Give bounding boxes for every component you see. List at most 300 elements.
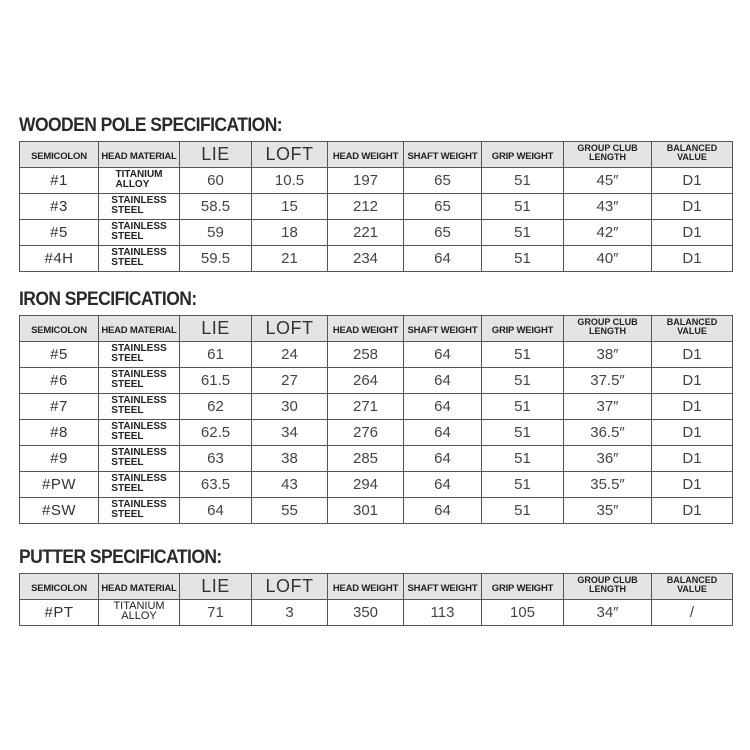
header-length-text [577,318,637,336]
cell-lie-value: 61 [207,345,224,363]
cell-length-value: 36″ [596,449,619,467]
material-line2: STEEL [111,508,144,520]
material-text [111,396,166,416]
material-text [111,248,166,268]
cell-shaft-weight [404,498,482,524]
cell-shaft-weight [404,368,482,394]
cell-grip-weight [482,342,564,368]
cell-lie [180,446,252,472]
header-balance-text [667,576,718,594]
cell-lie-value: 62.5 [200,423,231,441]
cell-lie [180,220,252,246]
cell-length [564,446,652,472]
club-number: #8 [50,423,68,441]
cell-shaft-weight-value: 65 [434,197,451,215]
cell-length-value: 36.5″ [590,423,625,441]
cell-loft-value: 43 [281,475,298,493]
cell-grip-weight [482,368,564,394]
cell-balance [652,394,733,420]
cell-loft-value: 38 [281,449,298,467]
header-head-weight [328,316,404,342]
cell-length-value: 40″ [596,249,619,267]
material-line2: STEEL [111,352,144,364]
cell-shaft-weight [404,168,482,194]
table-row [20,368,733,394]
material-text [115,170,162,190]
cell-head-weight [328,168,404,194]
header-lie-text: LIE [201,576,230,596]
header-shaft-weight [404,574,482,600]
material-text [111,344,166,364]
cell-loft [252,194,328,220]
table-row [20,220,733,246]
cell-loft-value: 55 [281,501,298,519]
header-loft [252,316,328,342]
cell-club [20,446,99,472]
section-title: IRON SPECIFICATION: [19,289,197,310]
header-shaft-weight-text: SHAFT WEIGHT [407,324,478,336]
cell-length [564,368,652,394]
header-balance-line2: VALUE [677,326,707,336]
cell-grip-weight [482,446,564,472]
cell-lie [180,600,252,626]
material-line1: STAINLESS [111,246,167,258]
cell-length [564,168,652,194]
header-balance-line1: BALANCED [666,317,718,327]
cell-head-weight-value: 301 [352,501,379,519]
header-balance-line2: VALUE [677,152,707,162]
cell-lie-value: 63 [207,449,224,467]
cell-grip-weight-value: 51 [514,171,531,189]
header-length-line2: LENGTH [589,152,626,162]
header-length-line2: LENGTH [589,584,626,594]
header-head-weight-text: HEAD WEIGHT [332,582,399,594]
iron-section [19,288,732,524]
cell-lie [180,368,252,394]
cell-balance [652,368,733,394]
cell-head-weight [328,246,404,272]
cell-lie [180,420,252,446]
cell-balance [652,420,733,446]
cell-shaft-weight-value: 65 [434,223,451,241]
cell-material [99,246,180,272]
cell-head-weight-value: 212 [352,197,379,215]
cell-length-value: 35″ [596,501,619,519]
header-club-text: SEMICOLON [31,582,87,594]
material-line2: STEEL [111,230,144,242]
cell-length-value: 38″ [596,345,619,363]
material-line1: STAINLESS [111,194,167,206]
cell-head-weight [328,368,404,394]
cell-loft-value: 27 [281,371,298,389]
cell-length [564,220,652,246]
header-lie [180,316,252,342]
cell-material [99,394,180,420]
cell-lie-value: 58.5 [200,197,231,215]
header-material [99,142,180,168]
cell-club [20,368,99,394]
material-line1: STAINLESS [111,342,167,354]
club-number: #3 [50,197,68,215]
club-number: #PW [41,475,76,493]
header-balance-line1: BALANCED [666,143,718,153]
cell-loft-value: 34 [281,423,298,441]
cell-head-weight-value: 264 [352,371,379,389]
cell-length-value: 34″ [596,603,619,621]
header-club-text: SEMICOLON [31,324,87,336]
cell-grip-weight-value: 51 [514,371,531,389]
cell-shaft-weight-value: 64 [434,449,451,467]
header-material-text: HEAD MATERIAL [101,150,177,162]
header-length-line1: GROUP CLUB [577,143,638,153]
cell-material [99,498,180,524]
header-shaft-weight-text: SHAFT WEIGHT [407,582,478,594]
cell-balance-value: D1 [682,171,702,189]
header-balance-line2: VALUE [677,584,707,594]
cell-club [20,600,99,626]
header-grip-weight [482,574,564,600]
club-number: #PT [44,603,74,621]
cell-balance-value: D1 [682,223,702,241]
header-length [564,316,652,342]
cell-length [564,600,652,626]
cell-shaft-weight-value: 65 [434,171,451,189]
cell-grip-weight [482,600,564,626]
cell-balance-value: D1 [682,249,702,267]
cell-lie-value: 59 [207,223,224,241]
material-line1: STAINLESS [111,420,167,432]
cell-lie-value: 64 [207,501,224,519]
header-material-text: HEAD MATERIAL [101,324,177,336]
header-grip-weight [482,316,564,342]
cell-balance [652,600,733,626]
cell-head-weight-value: 294 [352,475,379,493]
cell-head-weight [328,472,404,498]
material-line1: TITANIUM [113,600,165,612]
cell-material [99,446,180,472]
cell-head-weight-value: 350 [352,603,379,621]
material-line1: TITANIUM [115,168,163,180]
header-head-weight [328,142,404,168]
cell-shaft-weight [404,420,482,446]
header-lie [180,574,252,600]
material-text [111,448,166,468]
material-line1: STAINLESS [111,394,167,406]
cell-loft-value: 18 [281,223,298,241]
header-lie-text: LIE [201,318,230,338]
spec-table [19,315,733,524]
cell-shaft-weight-value: 64 [434,371,451,389]
header-lie [180,142,252,168]
header-club [20,574,99,600]
cell-head-weight-value: 221 [352,223,379,241]
cell-head-weight-value: 271 [352,397,379,415]
cell-grip-weight-value: 51 [514,449,531,467]
cell-lie [180,394,252,420]
cell-grip-weight [482,498,564,524]
table-row [20,194,733,220]
table-row [20,446,733,472]
cell-lie-value: 61.5 [200,371,231,389]
cell-grip-weight [482,220,564,246]
header-row [20,574,733,600]
cell-balance-value: D1 [682,345,702,363]
header-grip-weight-text: GRIP WEIGHT [491,150,554,162]
cell-grip-weight-value: 51 [514,501,531,519]
cell-lie-value: 71 [207,603,224,621]
cell-balance-value: D1 [682,397,702,415]
cell-head-weight [328,600,404,626]
cell-loft [252,342,328,368]
cell-loft [252,168,328,194]
cell-grip-weight [482,420,564,446]
cell-lie [180,342,252,368]
header-loft-text: LOFT [265,144,314,164]
header-grip-weight-text: GRIP WEIGHT [491,582,554,594]
cell-club [20,194,99,220]
section-title: WOODEN POLE SPECIFICATION: [19,115,283,136]
cell-shaft-weight-value: 113 [430,603,455,621]
material-line2: ALLOY [121,610,157,622]
header-shaft-weight [404,316,482,342]
table-row [20,420,733,446]
cell-shaft-weight-value: 64 [434,249,451,267]
cell-club [20,168,99,194]
club-number: #7 [50,397,68,415]
header-material-text: HEAD MATERIAL [101,582,177,594]
cell-balance-value: D1 [682,197,702,215]
header-head-weight-text: HEAD WEIGHT [332,324,399,336]
material-text [113,601,164,621]
cell-length-value: 35.5″ [590,475,625,493]
cell-loft [252,600,328,626]
cell-club [20,498,99,524]
cell-balance [652,446,733,472]
header-grip-weight [482,142,564,168]
cell-length [564,194,652,220]
header-balance [652,316,733,342]
header-shaft-weight [404,142,482,168]
cell-length [564,246,652,272]
cell-length-value: 37.5″ [590,371,625,389]
table-row [20,600,733,626]
cell-loft-value: 3 [285,603,294,621]
cell-head-weight [328,194,404,220]
cell-material [99,368,180,394]
cell-lie [180,498,252,524]
cell-head-weight [328,394,404,420]
cell-head-weight [328,498,404,524]
cell-lie-value: 59.5 [200,249,231,267]
cell-shaft-weight [404,394,482,420]
cell-loft-value: 30 [281,397,298,415]
wood-section [19,114,732,272]
material-text [111,370,166,390]
table-row [20,342,733,368]
cell-lie [180,194,252,220]
material-text [111,222,166,242]
cell-grip-weight [482,194,564,220]
material-line2: STEEL [111,204,144,216]
material-text [111,422,166,442]
cell-length-value: 37″ [596,397,619,415]
cell-balance-value: / [689,603,695,621]
cell-grip-weight-value: 51 [514,423,531,441]
cell-head-weight [328,220,404,246]
spec-table [19,573,733,626]
header-balance [652,574,733,600]
cell-shaft-weight [404,246,482,272]
cell-head-weight-value: 258 [352,345,379,363]
header-length-text [577,576,637,594]
cell-loft [252,420,328,446]
cell-head-weight-value: 197 [352,171,379,189]
header-head-weight [328,574,404,600]
cell-club [20,342,99,368]
cell-balance [652,246,733,272]
cell-shaft-weight-value: 64 [434,423,451,441]
cell-shaft-weight [404,472,482,498]
material-line1: STAINLESS [111,498,167,510]
material-line2: STEEL [111,378,144,390]
table-row [20,246,733,272]
table-row [20,498,733,524]
cell-material [99,420,180,446]
cell-grip-weight [482,168,564,194]
cell-balance [652,342,733,368]
cell-loft-value: 10.5 [274,171,305,189]
cell-grip-weight-value: 51 [514,345,531,363]
material-line2: STEEL [111,430,144,442]
cell-shaft-weight-value: 64 [434,501,451,519]
header-lie-text: LIE [201,144,230,164]
table-row [20,168,733,194]
cell-balance-value: D1 [682,449,702,467]
header-material [99,574,180,600]
cell-loft [252,446,328,472]
section-title: PUTTER SPECIFICATION: [19,547,222,568]
cell-length [564,394,652,420]
club-number: #5 [50,223,68,241]
cell-grip-weight-value: 51 [514,223,531,241]
material-line2: STEEL [111,404,144,416]
cell-lie-value: 63.5 [200,475,231,493]
cell-balance [652,194,733,220]
cell-head-weight-value: 276 [352,423,379,441]
cell-head-weight-value: 285 [352,449,379,467]
header-loft [252,574,328,600]
club-number: #4H [44,249,74,267]
header-loft [252,142,328,168]
cell-grip-weight-value: 51 [514,249,531,267]
cell-shaft-weight-value: 64 [434,345,451,363]
cell-grip-weight-value: 51 [514,397,531,415]
cell-balance [652,498,733,524]
club-number: #6 [50,371,68,389]
cell-grip-weight [482,472,564,498]
cell-length [564,498,652,524]
header-loft-text: LOFT [265,318,314,338]
cell-length-value: 42″ [596,223,619,241]
cell-loft [252,368,328,394]
header-row [20,142,733,168]
cell-balance-value: D1 [682,423,702,441]
cell-shaft-weight-value: 64 [434,475,451,493]
material-line2: ALLOY [115,178,150,190]
cell-loft [252,472,328,498]
material-line2: STEEL [111,256,144,268]
cell-shaft-weight-value: 64 [434,397,451,415]
header-balance-text [667,318,718,336]
header-club [20,142,99,168]
header-material [99,316,180,342]
table-row [20,394,733,420]
material-line2: STEEL [111,456,144,468]
cell-head-weight [328,446,404,472]
club-number: #SW [41,501,76,519]
header-balance [652,142,733,168]
cell-head-weight-value: 234 [352,249,379,267]
cell-balance [652,168,733,194]
header-balance-text [667,144,718,162]
cell-lie [180,246,252,272]
cell-head-weight [328,342,404,368]
cell-balance-value: D1 [682,371,702,389]
cell-lie-value: 60 [207,171,224,189]
header-length-line1: GROUP CLUB [577,317,638,327]
cell-balance [652,220,733,246]
cell-club [20,246,99,272]
spec-table [19,141,733,272]
cell-length-value: 45″ [596,171,619,189]
header-loft-text: LOFT [265,576,314,596]
cell-club [20,420,99,446]
header-club-text: SEMICOLON [31,150,87,162]
cell-material [99,220,180,246]
material-line2: STEEL [111,482,144,494]
cell-grip-weight [482,394,564,420]
putter-section [19,546,732,626]
cell-material [99,600,180,626]
header-shaft-weight-text: SHAFT WEIGHT [407,150,478,162]
cell-material [99,342,180,368]
header-balance-line1: BALANCED [666,575,718,585]
cell-loft [252,394,328,420]
cell-material [99,168,180,194]
club-number: #9 [50,449,68,467]
cell-material [99,194,180,220]
cell-lie [180,168,252,194]
cell-grip-weight-value: 105 [509,603,536,621]
cell-length [564,472,652,498]
cell-loft [252,220,328,246]
material-line1: STAINLESS [111,472,167,484]
cell-club [20,472,99,498]
material-line1: STAINLESS [111,446,167,458]
cell-head-weight [328,420,404,446]
cell-loft [252,498,328,524]
cell-club [20,394,99,420]
cell-material [99,472,180,498]
material-line1: STAINLESS [111,368,167,380]
club-number: #5 [50,345,68,363]
header-length-line2: LENGTH [589,326,626,336]
cell-club [20,220,99,246]
header-club [20,316,99,342]
material-text [111,500,166,520]
header-length-line1: GROUP CLUB [577,575,638,585]
material-text [111,196,166,216]
